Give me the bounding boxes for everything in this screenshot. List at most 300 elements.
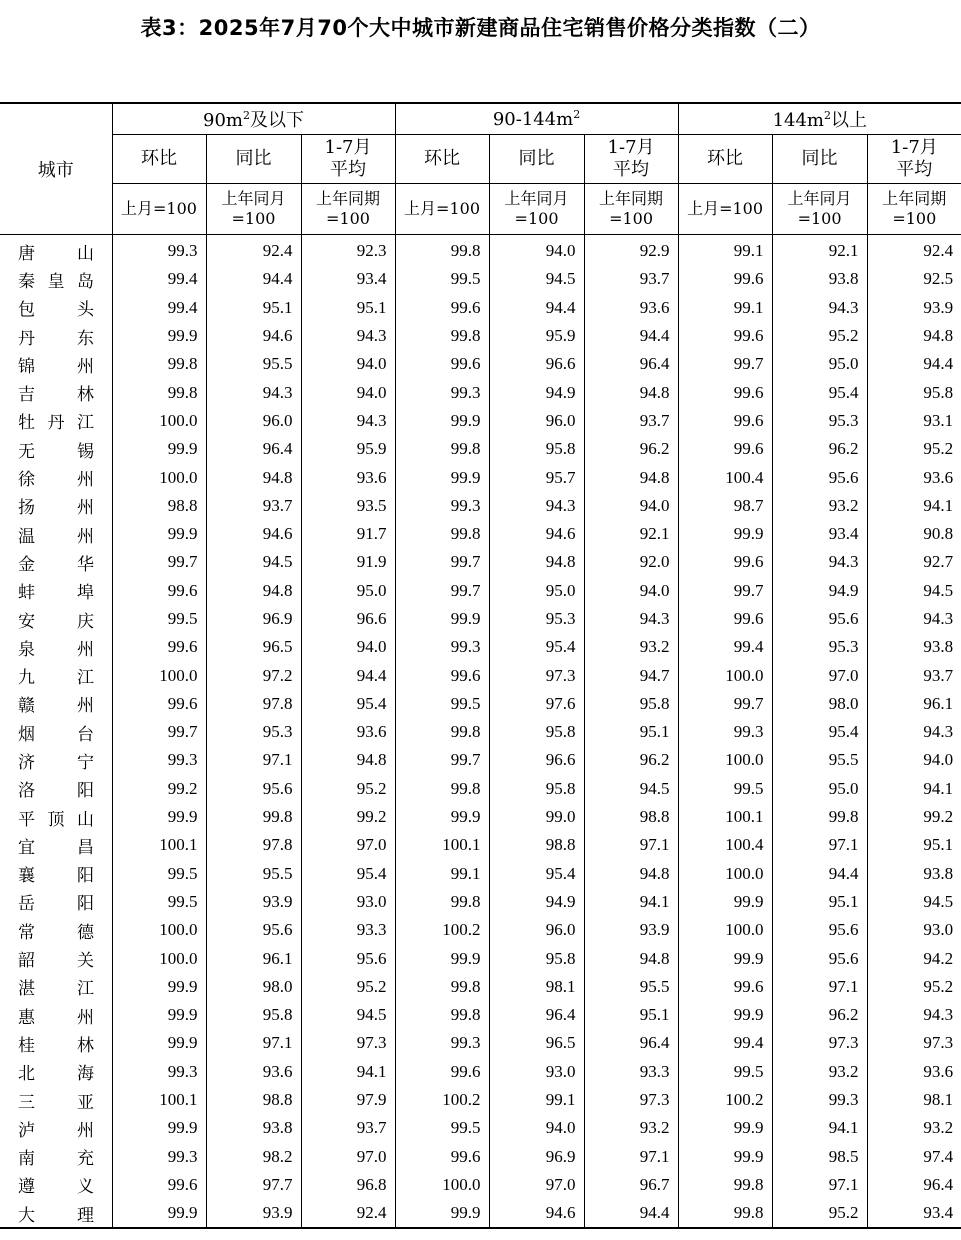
index-value: 95.4 (772, 718, 867, 746)
index-value: 94.8 (867, 322, 961, 350)
index-value: 94.1 (867, 492, 961, 520)
index-value: 94.3 (301, 322, 395, 350)
index-value: 94.6 (489, 520, 584, 548)
index-value: 99.6 (112, 1171, 206, 1199)
index-value: 95.1 (206, 294, 301, 322)
index-value: 99.6 (678, 973, 772, 1001)
index-value: 99.5 (678, 1058, 772, 1086)
index-value: 93.7 (206, 492, 301, 520)
index-value: 95.3 (206, 718, 301, 746)
table-row (0, 803, 961, 831)
table-row (0, 463, 961, 491)
index-value: 97.1 (772, 1171, 867, 1199)
city-name: 包 头 (18, 300, 94, 321)
index-value: 95.3 (772, 633, 867, 661)
index-value: 94.5 (584, 775, 678, 803)
index-value: 99.5 (395, 690, 489, 718)
index-value: 93.7 (584, 407, 678, 435)
index-value: 99.9 (395, 605, 489, 633)
index-value: 96.7 (584, 1171, 678, 1199)
index-value: 92.4 (206, 235, 301, 266)
index-value: 100.0 (112, 916, 206, 944)
index-value: 98.1 (867, 1086, 961, 1114)
index-value: 94.3 (489, 492, 584, 520)
index-value: 100.0 (112, 661, 206, 689)
index-value: 94.4 (206, 265, 301, 293)
index-value: 99.9 (112, 1114, 206, 1142)
table-row (0, 831, 961, 859)
index-value: 93.2 (584, 633, 678, 661)
index-value: 94.6 (489, 1199, 584, 1228)
city-name: 湛 江 (18, 979, 94, 1000)
index-value: 95.2 (772, 322, 867, 350)
index-value: 96.4 (489, 1001, 584, 1029)
index-value: 99.9 (395, 944, 489, 972)
table-row (0, 973, 961, 1001)
index-value: 94.8 (206, 577, 301, 605)
index-value: 94.4 (489, 294, 584, 322)
city-name: 唐 山 (18, 243, 94, 264)
index-value: 99.6 (678, 605, 772, 633)
index-value: 93.2 (584, 1114, 678, 1142)
base-header-row (0, 184, 961, 235)
index-value: 99.5 (395, 265, 489, 293)
table-row (0, 1199, 961, 1228)
index-value: 96.2 (584, 435, 678, 463)
table-row (0, 1086, 961, 1114)
index-value: 95.4 (489, 860, 584, 888)
table-row (0, 492, 961, 520)
index-value: 95.5 (584, 973, 678, 1001)
table-row (0, 944, 961, 972)
index-value: 94.5 (867, 888, 961, 916)
index-value: 98.2 (206, 1143, 301, 1171)
index-value: 99.6 (678, 322, 772, 350)
table-row (0, 746, 961, 774)
city-name: 惠 州 (18, 1007, 94, 1028)
index-value: 93.9 (867, 294, 961, 322)
index-value: 98.1 (489, 973, 584, 1001)
table-row (0, 235, 961, 266)
base-header-avg: 上年同期 =100 (584, 184, 678, 235)
index-value: 95.2 (867, 973, 961, 1001)
city-name: 济 宁 (18, 752, 94, 773)
index-value: 99.3 (112, 746, 206, 774)
city-name: 徐 州 (18, 470, 94, 491)
index-value: 97.1 (584, 831, 678, 859)
index-value: 95.1 (584, 718, 678, 746)
index-value: 96.4 (206, 435, 301, 463)
index-value: 99.9 (112, 322, 206, 350)
index-value: 97.0 (301, 831, 395, 859)
index-value: 96.2 (772, 1001, 867, 1029)
index-value: 93.6 (301, 463, 395, 491)
index-value: 99.3 (395, 378, 489, 406)
index-value: 94.9 (489, 888, 584, 916)
city-name: 秦 皇 岛 (18, 271, 94, 292)
index-value: 99.7 (678, 577, 772, 605)
table-row (0, 1029, 961, 1057)
index-value: 95.8 (489, 435, 584, 463)
index-value: 95.1 (584, 1001, 678, 1029)
table-row (0, 378, 961, 406)
index-value: 96.4 (584, 1029, 678, 1057)
index-value: 99.3 (395, 492, 489, 520)
index-value: 95.5 (206, 860, 301, 888)
city-name: 丹 东 (18, 328, 94, 349)
city-name: 岳 阳 (18, 894, 94, 915)
city-name: 北 海 (18, 1064, 94, 1085)
sub-header-mom: 环比 (678, 135, 772, 184)
index-value: 97.7 (206, 1171, 301, 1199)
base-header-mom: 上月=100 (112, 184, 206, 235)
city-name: 温 州 (18, 526, 94, 547)
index-value: 94.3 (206, 378, 301, 406)
index-value: 93.1 (867, 407, 961, 435)
index-value: 94.0 (301, 633, 395, 661)
index-value: 96.9 (489, 1143, 584, 1171)
index-value: 95.5 (206, 350, 301, 378)
index-value: 99.9 (112, 435, 206, 463)
city-name: 赣 州 (18, 696, 94, 717)
index-value: 99.6 (678, 435, 772, 463)
index-value: 94.5 (867, 577, 961, 605)
index-value: 94.4 (772, 860, 867, 888)
index-value: 91.9 (301, 548, 395, 576)
table-row (0, 633, 961, 661)
table-row (0, 916, 961, 944)
index-value: 95.5 (772, 746, 867, 774)
index-value: 99.9 (112, 520, 206, 548)
index-value: 92.4 (301, 1199, 395, 1228)
index-value: 94.0 (489, 1114, 584, 1142)
index-value: 99.3 (395, 633, 489, 661)
index-value: 99.7 (112, 718, 206, 746)
index-value: 95.8 (489, 718, 584, 746)
index-value: 95.0 (301, 577, 395, 605)
index-value: 94.9 (489, 378, 584, 406)
index-value: 99.2 (112, 775, 206, 803)
index-value: 93.3 (301, 916, 395, 944)
index-value: 96.0 (489, 407, 584, 435)
index-value: 94.3 (867, 1001, 961, 1029)
index-value: 95.2 (301, 775, 395, 803)
index-value: 99.8 (395, 775, 489, 803)
sub-header-yoy: 同比 (206, 135, 301, 184)
index-value: 97.1 (206, 1029, 301, 1057)
sub-header-row (0, 135, 961, 184)
index-value: 99.6 (678, 378, 772, 406)
index-value: 99.2 (867, 803, 961, 831)
city-name: 大 理 (0, 1199, 112, 1228)
price-index-table (0, 102, 961, 1229)
index-value: 98.5 (772, 1143, 867, 1171)
index-value: 100.1 (112, 1086, 206, 1114)
index-value: 94.5 (301, 1001, 395, 1029)
index-value: 98.8 (206, 1086, 301, 1114)
index-value: 94.2 (867, 944, 961, 972)
index-value: 97.6 (489, 690, 584, 718)
index-value: 99.9 (112, 1199, 206, 1228)
index-value: 95.4 (772, 378, 867, 406)
index-value: 100.0 (395, 1171, 489, 1199)
index-value: 93.0 (867, 916, 961, 944)
index-value: 99.8 (395, 888, 489, 916)
index-value: 100.0 (678, 746, 772, 774)
index-value: 95.6 (301, 944, 395, 972)
index-value: 99.9 (395, 407, 489, 435)
index-value: 97.0 (301, 1143, 395, 1171)
index-value: 97.4 (867, 1143, 961, 1171)
index-value: 99.2 (301, 803, 395, 831)
index-value: 99.1 (395, 860, 489, 888)
index-value: 97.1 (584, 1143, 678, 1171)
base-header-avg: 上年同期 =100 (867, 184, 961, 235)
index-value: 93.8 (867, 860, 961, 888)
index-value: 93.6 (867, 1058, 961, 1086)
index-value: 95.0 (772, 350, 867, 378)
index-value: 93.4 (301, 265, 395, 293)
index-value: 100.1 (678, 803, 772, 831)
index-value: 94.6 (206, 520, 301, 548)
index-value: 95.2 (772, 1199, 867, 1228)
index-value: 93.6 (301, 718, 395, 746)
index-value: 93.2 (772, 492, 867, 520)
index-value: 93.6 (867, 463, 961, 491)
city-name: 扬 州 (18, 498, 94, 519)
index-value: 94.8 (301, 746, 395, 774)
city-name: 九 江 (18, 668, 94, 689)
index-value: 93.0 (489, 1058, 584, 1086)
index-value: 99.1 (489, 1086, 584, 1114)
index-value: 95.1 (772, 888, 867, 916)
index-value: 99.7 (112, 548, 206, 576)
index-value: 100.2 (395, 916, 489, 944)
index-value: 96.2 (584, 746, 678, 774)
index-value: 99.6 (395, 1058, 489, 1086)
city-column-header: 城市 (0, 103, 112, 235)
index-value: 94.0 (301, 378, 395, 406)
index-value: 100.0 (112, 407, 206, 435)
index-value: 94.8 (584, 944, 678, 972)
index-value: 94.3 (584, 605, 678, 633)
group-header-large: $144m^2$以上 (678, 103, 961, 135)
index-value: 94.6 (206, 322, 301, 350)
index-value: 97.3 (489, 661, 584, 689)
index-value: 100.0 (112, 944, 206, 972)
table-row (0, 520, 961, 548)
index-value: 94.1 (584, 888, 678, 916)
city-name: 无 锡 (18, 441, 94, 462)
index-value: 90.8 (867, 520, 961, 548)
index-value: 94.1 (301, 1058, 395, 1086)
index-value: 99.1 (678, 235, 772, 266)
index-value: 99.8 (395, 973, 489, 1001)
index-value: 99.8 (395, 235, 489, 266)
index-value: 94.9 (772, 577, 867, 605)
index-value: 91.7 (301, 520, 395, 548)
index-value: 94.3 (772, 548, 867, 576)
table-row (0, 577, 961, 605)
index-value: 99.8 (206, 803, 301, 831)
index-value: 98.8 (584, 803, 678, 831)
table-row (0, 1171, 961, 1199)
index-value: 99.5 (395, 1114, 489, 1142)
base-header-mom: 上月=100 (678, 184, 772, 235)
index-value: 93.6 (206, 1058, 301, 1086)
page-title: 表3：2025年7月70个大中城市新建商品住宅销售价格分类指数（二） (140, 16, 821, 40)
index-value: 94.8 (489, 548, 584, 576)
sub-header-avg: 1-7月 平均 (867, 135, 961, 184)
index-value: 92.7 (867, 548, 961, 576)
index-value: 94.5 (489, 265, 584, 293)
index-value: 99.7 (395, 577, 489, 605)
index-value: 95.3 (489, 605, 584, 633)
index-value: 100.2 (678, 1086, 772, 1114)
index-value: 95.2 (867, 435, 961, 463)
index-value: 99.9 (112, 1001, 206, 1029)
index-value: 94.4 (584, 1199, 678, 1228)
index-value: 94.8 (584, 860, 678, 888)
index-value: 94.3 (867, 718, 961, 746)
index-value: 96.0 (489, 916, 584, 944)
index-value: 94.0 (584, 492, 678, 520)
index-value: 94.3 (301, 407, 395, 435)
city-name: 宜 昌 (18, 837, 94, 858)
index-value: 98.8 (489, 831, 584, 859)
index-value: 100.2 (395, 1086, 489, 1114)
index-value: 99.7 (395, 548, 489, 576)
index-value: 93.8 (867, 633, 961, 661)
index-value: 93.2 (867, 1114, 961, 1142)
index-value: 93.2 (772, 1058, 867, 1086)
index-value: 95.8 (206, 1001, 301, 1029)
index-value: 95.8 (584, 690, 678, 718)
index-value: 92.5 (867, 265, 961, 293)
index-value: 95.1 (867, 831, 961, 859)
sub-header-avg: 1-7月 平均 (301, 135, 395, 184)
index-value: 93.7 (301, 1114, 395, 1142)
group-header-small: $90m^2$及以下 (112, 103, 395, 135)
group-header-medium: $90-144m^2$ (395, 103, 678, 135)
index-value: 99.8 (395, 718, 489, 746)
index-value: 93.4 (867, 1199, 961, 1228)
index-value: 96.2 (772, 435, 867, 463)
index-value: 96.5 (489, 1029, 584, 1057)
index-value: 99.9 (678, 520, 772, 548)
sub-header-yoy: 同比 (772, 135, 867, 184)
table-row (0, 548, 961, 576)
index-value: 93.7 (867, 661, 961, 689)
index-value: 97.8 (206, 690, 301, 718)
table-row (0, 661, 961, 689)
index-value: 96.8 (301, 1171, 395, 1199)
index-value: 94.4 (867, 350, 961, 378)
sub-header-mom: 环比 (395, 135, 489, 184)
index-value: 99.0 (489, 803, 584, 831)
base-header-yoy: 上年同月 =100 (772, 184, 867, 235)
index-value: 99.3 (112, 235, 206, 266)
city-name: 烟 台 (18, 724, 94, 745)
index-value: 97.2 (206, 661, 301, 689)
index-value: 99.8 (395, 322, 489, 350)
index-value: 99.6 (395, 294, 489, 322)
index-value: 96.0 (206, 407, 301, 435)
index-value: 99.9 (395, 463, 489, 491)
index-value: 95.6 (206, 775, 301, 803)
index-value: 99.4 (112, 265, 206, 293)
index-value: 97.1 (206, 746, 301, 774)
index-value: 95.6 (206, 916, 301, 944)
index-value: 96.4 (584, 350, 678, 378)
index-value: 97.0 (489, 1171, 584, 1199)
base-header-yoy: 上年同月 =100 (206, 184, 301, 235)
index-value: 95.8 (489, 944, 584, 972)
index-value: 93.9 (206, 1199, 301, 1228)
city-name: 襄 阳 (18, 866, 94, 887)
base-header-avg: 上年同期 =100 (301, 184, 395, 235)
index-value: 99.8 (112, 378, 206, 406)
city-name: 遵 义 (18, 1177, 94, 1198)
table-row (0, 265, 961, 293)
index-value: 92.0 (584, 548, 678, 576)
index-value: 95.1 (301, 294, 395, 322)
index-value: 95.4 (301, 690, 395, 718)
index-value: 99.9 (395, 803, 489, 831)
index-value: 99.5 (678, 775, 772, 803)
index-value: 96.5 (206, 633, 301, 661)
index-value: 94.8 (584, 463, 678, 491)
index-value: 92.9 (584, 235, 678, 266)
index-value: 98.0 (772, 690, 867, 718)
index-value: 99.6 (395, 1143, 489, 1171)
city-name: 南 充 (18, 1149, 94, 1170)
index-value: 100.1 (395, 831, 489, 859)
index-value: 99.6 (678, 265, 772, 293)
index-value: 94.4 (584, 322, 678, 350)
index-value: 99.5 (112, 860, 206, 888)
city-name: 牡 丹 江 (18, 413, 94, 434)
city-name: 韶 关 (18, 951, 94, 972)
index-value: 99.8 (678, 1171, 772, 1199)
base-header-yoy: 上年同月 =100 (489, 184, 584, 235)
index-value: 100.0 (678, 916, 772, 944)
index-value: 92.1 (772, 235, 867, 266)
table-row (0, 888, 961, 916)
index-value: 99.9 (112, 973, 206, 1001)
index-value: 94.0 (489, 235, 584, 266)
index-value: 94.0 (867, 746, 961, 774)
index-value: 96.4 (867, 1171, 961, 1199)
index-value: 92.1 (584, 520, 678, 548)
city-name: 洛 阳 (18, 781, 94, 802)
index-value: 96.6 (489, 746, 584, 774)
table-row (0, 605, 961, 633)
index-value: 99.5 (112, 605, 206, 633)
index-value: 93.8 (206, 1114, 301, 1142)
index-value: 93.4 (772, 520, 867, 548)
index-value: 99.8 (395, 1001, 489, 1029)
index-value: 95.6 (772, 605, 867, 633)
index-value: 99.3 (772, 1086, 867, 1114)
index-value: 94.3 (772, 294, 867, 322)
sub-header-yoy: 同比 (489, 135, 584, 184)
index-value: 99.6 (112, 633, 206, 661)
index-value: 99.4 (112, 294, 206, 322)
city-name: 蚌 埠 (18, 583, 94, 604)
index-value: 99.9 (678, 888, 772, 916)
index-value: 99.3 (112, 1058, 206, 1086)
